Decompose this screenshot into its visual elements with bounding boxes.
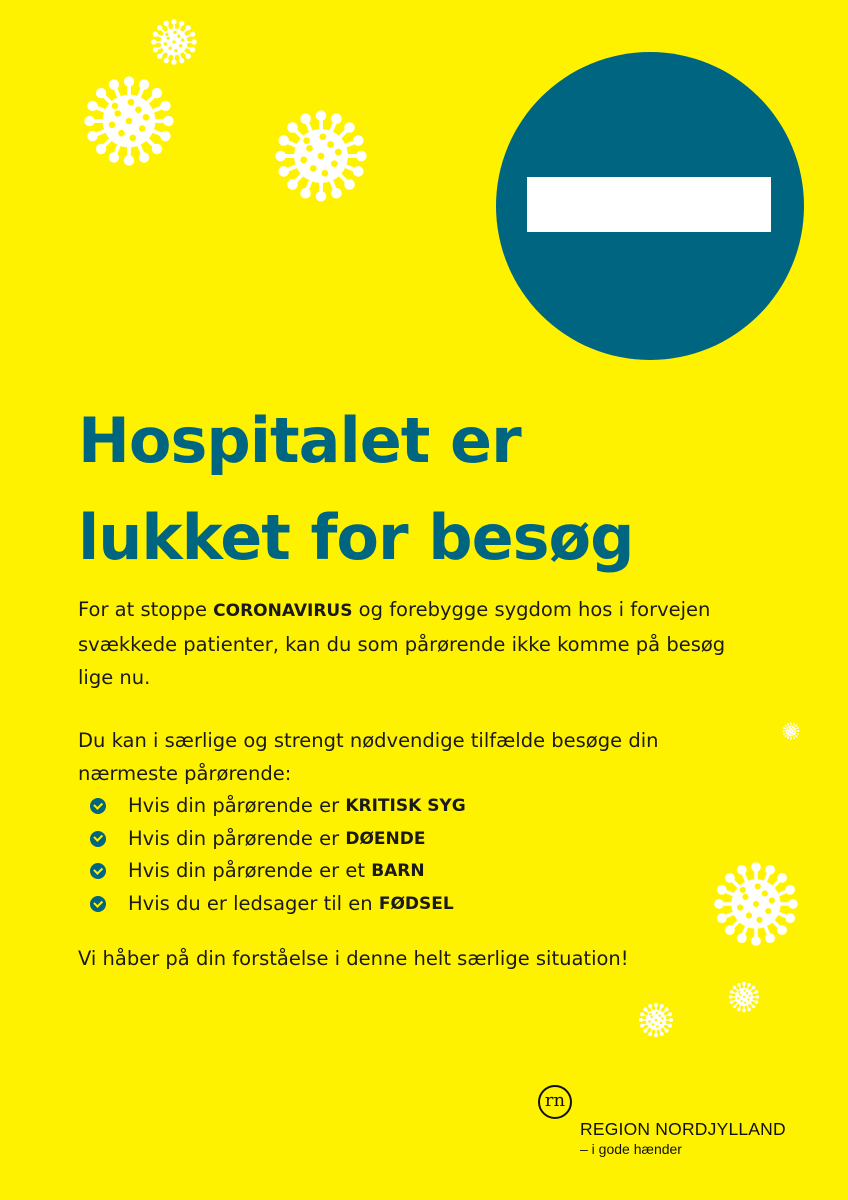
coronavirus-icon [273,108,369,204]
intro-text-after: og forebygge sygdom hos i forvejen svækkede patienter, kan du som pårørende ikke komme på besøg lige nu. [78,598,726,689]
logo-tagline: – i gode hænder [580,1141,682,1157]
logo-name: REGION NORDJYLLAND [580,1119,786,1139]
region-logo-icon: rn [538,1085,572,1119]
exceptions-intro: Du kan i særlige og strengt nødvendige tilfælde besøge din nærmeste pårørende: [78,729,659,785]
list-item-emphasis: FØDSEL [378,894,454,915]
list-item-emphasis: DØENDE [345,828,426,849]
no-entry-sign-icon [496,52,804,360]
no-entry-bar [527,177,771,232]
list-item-text: Hvis din pårørende er et [128,859,372,883]
intro-emphasis: CORONAVIRUS [213,601,353,621]
list-item-text: Hvis din pårørende er [128,826,346,850]
list-item-text: Hvis du er ledsager til en [128,892,379,916]
list-item-emphasis: BARN [371,861,425,882]
coronavirus-icon [782,722,800,740]
coronavirus-icon [150,18,198,66]
check-circle-icon [90,863,106,879]
closing-text: Vi håber på din forståelse i denne helt særlige situation! [78,947,629,970]
list-item [90,855,466,888]
list-item [90,790,466,823]
intro-paragraph [78,593,738,694]
list-item-text: Hvis din pårørende er [128,794,346,818]
list-item [90,888,466,921]
title-line-1: Hospitalet er [78,404,521,477]
check-circle-icon [90,896,106,912]
list-item [90,823,466,856]
coronavirus-icon [638,1002,674,1038]
check-circle-icon [90,798,106,814]
exceptions-list [90,790,466,920]
coronavirus-icon [82,74,176,168]
list-item-emphasis: KRITISK SYG [345,796,466,817]
intro-text-before: For at stoppe [78,598,214,621]
title-line-2: lukket for besøg [78,501,634,574]
coronavirus-icon [712,860,800,948]
check-circle-icon [90,831,106,847]
page-title [78,392,778,586]
coronavirus-icon [728,981,760,1013]
